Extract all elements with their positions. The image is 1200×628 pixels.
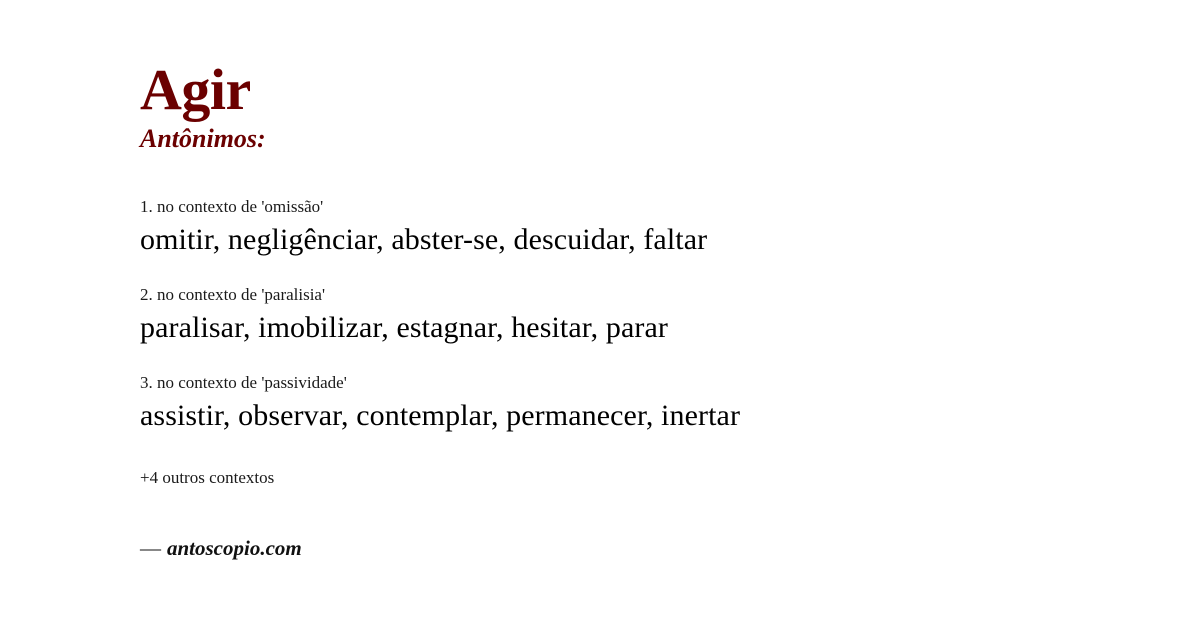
page-title: Agir: [140, 57, 251, 122]
list-item: [140, 285, 1060, 346]
sense-context: 3. no contexto de 'passividade': [140, 373, 347, 393]
source-attribution: [140, 536, 1060, 561]
source-name: antoscopio.com: [167, 536, 302, 561]
sense-context: 2. no contexto de 'paralisia': [140, 285, 326, 305]
entry-subtitle: Antônimos:: [140, 123, 266, 153]
list-item: [140, 373, 1060, 434]
sense-context: 1. no contexto de 'omissão': [140, 197, 324, 217]
em-dash: —: [140, 536, 161, 561]
list-item: [140, 197, 1060, 258]
sense-words: paralisar, imobilizar, estagnar, hesitar, parar: [140, 310, 668, 344]
sense-list: [140, 197, 1060, 434]
sense-words: assistir, observar, contemplar, permanecer, inertar: [140, 398, 741, 432]
sense-words: omitir, negligênciar, abster-se, descuidar, faltar: [140, 222, 708, 256]
more-contexts-label: +4 outros contextos: [140, 468, 275, 488]
